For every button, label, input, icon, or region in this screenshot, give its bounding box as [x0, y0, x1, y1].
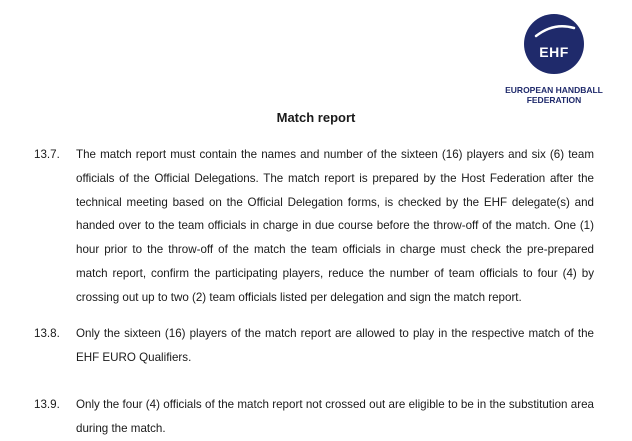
article-number: 13.8.: [34, 327, 60, 340]
ehf-logo-mark: EHF: [539, 44, 569, 60]
ehf-logo-caption-line1: EUROPEAN HANDBALL: [505, 85, 603, 95]
ehf-logo: [500, 14, 620, 114]
article-13-7: [34, 143, 594, 310]
article-13-9: [34, 393, 594, 441]
article-text: The match report must contain the names and number of the sixteen (16) players and six (6) team officials of the Official Delegations. The match report is prepared by the Host Federation after the technical meeting based on the Official Delegation forms, is checked by the EHF delegate(s) and handed over to the team officials in charge in due course before the throw-off of the match. One (1) hour prior to the throw-off of the match the team officials in charge must check the pre-prepared match report, confirm the participating players, reduce the number of team officials to four (4) by crossing out up to two (2) team officials listed per delegation and sign the match report.: [76, 148, 594, 304]
document-title: Match report: [276, 110, 356, 125]
article-number: 13.7.: [34, 148, 60, 161]
article-13-8: [34, 322, 594, 370]
article-text: Only the four (4) officials of the match report not crossed out are eligible to be in the substitution area during the match.: [76, 398, 594, 435]
ehf-logo-caption-line2: FEDERATION: [526, 95, 582, 105]
article-number: 13.9.: [34, 398, 60, 411]
article-text: Only the sixteen (16) players of the match report are allowed to play in the respective match of the EHF EURO Qualifiers.: [76, 327, 594, 364]
